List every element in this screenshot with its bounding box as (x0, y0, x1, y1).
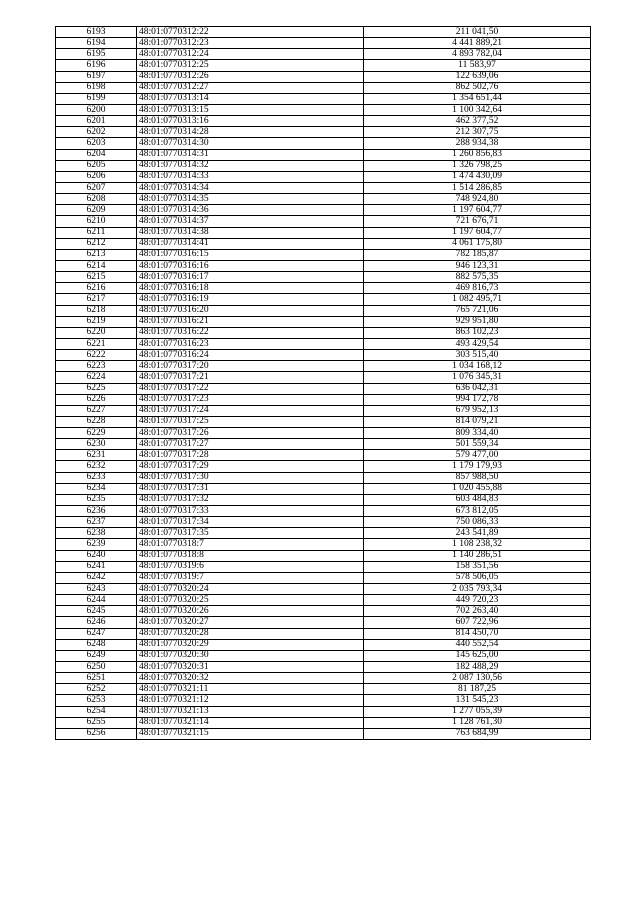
value-cell: 1 260 856,83 (364, 149, 591, 160)
cadastral-number-cell: 48:01:0770321:13 (137, 706, 364, 717)
table-row (56, 572, 591, 583)
value-cell: 863 102,23 (364, 327, 591, 338)
value-cell: 122 639,06 (364, 71, 591, 82)
row-number-cell: 6214 (56, 260, 137, 271)
row-number-cell: 6206 (56, 171, 137, 182)
table-row (56, 728, 591, 739)
value-cell: 1 326 798,25 (364, 160, 591, 171)
table-row (56, 428, 591, 439)
value-cell: 131 545,23 (364, 695, 591, 706)
table-row (56, 539, 591, 550)
cadastral-number-cell: 48:01:0770320:28 (137, 628, 364, 639)
table-row (56, 238, 591, 249)
cadastral-value-table (55, 26, 591, 740)
table-row (56, 606, 591, 617)
row-number-cell: 6230 (56, 439, 137, 450)
value-cell: 679 952,13 (364, 405, 591, 416)
cadastral-number-cell: 48:01:0770317:28 (137, 450, 364, 461)
value-cell: 748 924,80 (364, 194, 591, 205)
table-row (56, 327, 591, 338)
cadastral-number-cell: 48:01:0770316:23 (137, 338, 364, 349)
table-row (56, 205, 591, 216)
cadastral-number-cell: 48:01:0770320:30 (137, 650, 364, 661)
table-row (56, 383, 591, 394)
cadastral-number-cell: 48:01:0770320:24 (137, 584, 364, 595)
cadastral-number-cell: 48:01:0770314:34 (137, 182, 364, 193)
value-cell: 462 377,52 (364, 116, 591, 127)
table-row (56, 71, 591, 82)
cadastral-number-cell: 48:01:0770314:41 (137, 238, 364, 249)
table-row (56, 149, 591, 160)
table-row (56, 49, 591, 60)
value-cell: 882 575,35 (364, 272, 591, 283)
cadastral-number-cell: 48:01:0770313:16 (137, 116, 364, 127)
value-cell: 1 197 604,77 (364, 205, 591, 216)
cadastral-number-cell: 48:01:0770316:20 (137, 305, 364, 316)
row-number-cell: 6251 (56, 673, 137, 684)
value-cell: 1 179 179,93 (364, 461, 591, 472)
table-row (56, 595, 591, 606)
cadastral-number-cell: 48:01:0770314:35 (137, 194, 364, 205)
row-number-cell: 6216 (56, 283, 137, 294)
value-cell: 1 514 286,85 (364, 182, 591, 193)
value-cell: 636 042,31 (364, 383, 591, 394)
row-number-cell: 6244 (56, 595, 137, 606)
table-row (56, 182, 591, 193)
cadastral-number-cell: 48:01:0770317:23 (137, 394, 364, 405)
value-cell: 288 934,38 (364, 138, 591, 149)
row-number-cell: 6220 (56, 327, 137, 338)
table-row (56, 706, 591, 717)
row-number-cell: 6208 (56, 194, 137, 205)
cadastral-number-cell: 48:01:0770319:7 (137, 572, 364, 583)
cadastral-number-cell: 48:01:0770317:31 (137, 483, 364, 494)
value-cell: 603 484,83 (364, 494, 591, 505)
cadastral-number-cell: 48:01:0770312:23 (137, 38, 364, 49)
row-number-cell: 6213 (56, 249, 137, 260)
cadastral-number-cell: 48:01:0770319:6 (137, 561, 364, 572)
cadastral-number-cell: 48:01:0770313:15 (137, 104, 364, 115)
value-cell: 212 307,75 (364, 127, 591, 138)
row-number-cell: 6223 (56, 361, 137, 372)
table-row (56, 439, 591, 450)
row-number-cell: 6221 (56, 338, 137, 349)
cadastral-number-cell: 48:01:0770314:32 (137, 160, 364, 171)
value-cell: 1 082 495,71 (364, 294, 591, 305)
table-row (56, 617, 591, 628)
value-cell: 946 123,31 (364, 260, 591, 271)
table-row (56, 104, 591, 115)
value-cell: 763 684,99 (364, 728, 591, 739)
table-body (56, 27, 591, 740)
value-cell: 493 429,54 (364, 338, 591, 349)
value-cell: 1 034 168,12 (364, 361, 591, 372)
row-number-cell: 6241 (56, 561, 137, 572)
value-cell: 469 816,73 (364, 283, 591, 294)
table-row (56, 82, 591, 93)
row-number-cell: 6205 (56, 160, 137, 171)
table-row (56, 628, 591, 639)
row-number-cell: 6252 (56, 684, 137, 695)
table-row (56, 416, 591, 427)
row-number-cell: 6199 (56, 93, 137, 104)
row-number-cell: 6243 (56, 584, 137, 595)
table-row (56, 662, 591, 673)
table-row (56, 260, 591, 271)
cadastral-number-cell: 48:01:0770314:30 (137, 138, 364, 149)
table-row (56, 361, 591, 372)
cadastral-number-cell: 48:01:0770314:38 (137, 227, 364, 238)
cadastral-number-cell: 48:01:0770321:11 (137, 684, 364, 695)
value-cell: 1 100 342,64 (364, 104, 591, 115)
value-cell: 303 515,40 (364, 350, 591, 361)
row-number-cell: 6231 (56, 450, 137, 461)
table-row (56, 695, 591, 706)
value-cell: 1 108 238,32 (364, 539, 591, 550)
value-cell: 4 441 889,21 (364, 38, 591, 49)
row-number-cell: 6248 (56, 639, 137, 650)
value-cell: 814 079,21 (364, 416, 591, 427)
cadastral-number-cell: 48:01:0770312:24 (137, 49, 364, 60)
cadastral-number-cell: 48:01:0770320:25 (137, 595, 364, 606)
value-cell: 765 721,06 (364, 305, 591, 316)
table-row (56, 461, 591, 472)
table-row (56, 517, 591, 528)
table-row (56, 316, 591, 327)
value-cell: 857 988,50 (364, 472, 591, 483)
row-number-cell: 6198 (56, 82, 137, 93)
cadastral-number-cell: 48:01:0770314:31 (137, 149, 364, 160)
cadastral-number-cell: 48:01:0770316:22 (137, 327, 364, 338)
table-row (56, 38, 591, 49)
table-row (56, 93, 591, 104)
row-number-cell: 6239 (56, 539, 137, 550)
cadastral-number-cell: 48:01:0770321:14 (137, 717, 364, 728)
row-number-cell: 6202 (56, 127, 137, 138)
cadastral-number-cell: 48:01:0770317:21 (137, 372, 364, 383)
table-row (56, 394, 591, 405)
row-number-cell: 6240 (56, 550, 137, 561)
table-row (56, 528, 591, 539)
cadastral-number-cell: 48:01:0770317:25 (137, 416, 364, 427)
table-row (56, 138, 591, 149)
row-number-cell: 6237 (56, 517, 137, 528)
cadastral-number-cell: 48:01:0770314:33 (137, 171, 364, 182)
cadastral-number-cell: 48:01:0770317:35 (137, 528, 364, 539)
value-cell: 501 559,34 (364, 439, 591, 450)
value-cell: 211 041,50 (364, 27, 591, 38)
row-number-cell: 6203 (56, 138, 137, 149)
table-row (56, 216, 591, 227)
row-number-cell: 6227 (56, 405, 137, 416)
value-cell: 4 893 782,04 (364, 49, 591, 60)
cadastral-number-cell: 48:01:0770318:8 (137, 550, 364, 561)
value-cell: 182 488,29 (364, 662, 591, 673)
cadastral-number-cell: 48:01:0770317:22 (137, 383, 364, 394)
table-row (56, 227, 591, 238)
cadastral-number-cell: 48:01:0770316:16 (137, 260, 364, 271)
row-number-cell: 6215 (56, 272, 137, 283)
value-cell: 929 951,80 (364, 316, 591, 327)
cadastral-number-cell: 48:01:0770317:24 (137, 405, 364, 416)
row-number-cell: 6250 (56, 662, 137, 673)
row-number-cell: 6238 (56, 528, 137, 539)
row-number-cell: 6235 (56, 494, 137, 505)
row-number-cell: 6196 (56, 60, 137, 71)
value-cell: 862 502,76 (364, 82, 591, 93)
row-number-cell: 6201 (56, 116, 137, 127)
row-number-cell: 6236 (56, 506, 137, 517)
table-row (56, 272, 591, 283)
cadastral-number-cell: 48:01:0770316:24 (137, 350, 364, 361)
cadastral-number-cell: 48:01:0770316:18 (137, 283, 364, 294)
table-row (56, 116, 591, 127)
row-number-cell: 6207 (56, 182, 137, 193)
table-row (56, 506, 591, 517)
cadastral-number-cell: 48:01:0770320:27 (137, 617, 364, 628)
table-row (56, 650, 591, 661)
value-cell: 1 197 604,77 (364, 227, 591, 238)
row-number-cell: 6232 (56, 461, 137, 472)
value-cell: 994 172,78 (364, 394, 591, 405)
cadastral-number-cell: 48:01:0770312:25 (137, 60, 364, 71)
table-row (56, 127, 591, 138)
value-cell: 1 277 055,39 (364, 706, 591, 717)
row-number-cell: 6233 (56, 472, 137, 483)
cadastral-number-cell: 48:01:0770316:15 (137, 249, 364, 260)
value-cell: 1 354 651,44 (364, 93, 591, 104)
cadastral-number-cell: 48:01:0770314:37 (137, 216, 364, 227)
value-cell: 4 061 175,80 (364, 238, 591, 249)
cadastral-number-cell: 48:01:0770317:34 (137, 517, 364, 528)
value-cell: 449 720,23 (364, 595, 591, 606)
cadastral-number-cell: 48:01:0770316:17 (137, 272, 364, 283)
table-row (56, 338, 591, 349)
value-cell: 578 506,05 (364, 572, 591, 583)
table-row (56, 494, 591, 505)
row-number-cell: 6253 (56, 695, 137, 706)
table-row (56, 717, 591, 728)
table-row (56, 561, 591, 572)
value-cell: 809 334,40 (364, 428, 591, 439)
cadastral-number-cell: 48:01:0770320:26 (137, 606, 364, 617)
cadastral-number-cell: 48:01:0770320:32 (137, 673, 364, 684)
row-number-cell: 6200 (56, 104, 137, 115)
table-row (56, 550, 591, 561)
row-number-cell: 6254 (56, 706, 137, 717)
cadastral-number-cell: 48:01:0770314:36 (137, 205, 364, 216)
cadastral-number-cell: 48:01:0770317:27 (137, 439, 364, 450)
table-row (56, 194, 591, 205)
cadastral-number-cell: 48:01:0770314:28 (137, 127, 364, 138)
cadastral-number-cell: 48:01:0770318:7 (137, 539, 364, 550)
cadastral-number-cell: 48:01:0770317:32 (137, 494, 364, 505)
table-row (56, 372, 591, 383)
cadastral-number-cell: 48:01:0770317:26 (137, 428, 364, 439)
value-cell: 702 263,40 (364, 606, 591, 617)
value-cell: 721 676,71 (364, 216, 591, 227)
table-row (56, 249, 591, 260)
table-row (56, 584, 591, 595)
table-row (56, 405, 591, 416)
row-number-cell: 6211 (56, 227, 137, 238)
value-cell: 1 474 430,09 (364, 171, 591, 182)
value-cell: 11 583,97 (364, 60, 591, 71)
cadastral-number-cell: 48:01:0770313:14 (137, 93, 364, 104)
cadastral-number-cell: 48:01:0770321:12 (137, 695, 364, 706)
cadastral-number-cell: 48:01:0770317:20 (137, 361, 364, 372)
row-number-cell: 6193 (56, 27, 137, 38)
value-cell: 145 625,00 (364, 650, 591, 661)
table-row (56, 160, 591, 171)
row-number-cell: 6210 (56, 216, 137, 227)
table-row (56, 171, 591, 182)
value-cell: 782 185,87 (364, 249, 591, 260)
table-row (56, 350, 591, 361)
table-row (56, 60, 591, 71)
table-row (56, 294, 591, 305)
value-cell: 158 351,56 (364, 561, 591, 572)
row-number-cell: 6245 (56, 606, 137, 617)
table-row (56, 27, 591, 38)
row-number-cell: 6218 (56, 305, 137, 316)
value-cell: 1 140 286,51 (364, 550, 591, 561)
row-number-cell: 6222 (56, 350, 137, 361)
cadastral-number-cell: 48:01:0770317:33 (137, 506, 364, 517)
value-cell: 81 187,25 (364, 684, 591, 695)
row-number-cell: 6247 (56, 628, 137, 639)
row-number-cell: 6249 (56, 650, 137, 661)
value-cell: 579 477,00 (364, 450, 591, 461)
row-number-cell: 6246 (56, 617, 137, 628)
value-cell: 2 087 130,56 (364, 673, 591, 684)
value-cell: 2 035 793,34 (364, 584, 591, 595)
table-row (56, 305, 591, 316)
row-number-cell: 6242 (56, 572, 137, 583)
row-number-cell: 6217 (56, 294, 137, 305)
cadastral-number-cell: 48:01:0770320:29 (137, 639, 364, 650)
cadastral-number-cell: 48:01:0770317:29 (137, 461, 364, 472)
table-row (56, 472, 591, 483)
cadastral-number-cell: 48:01:0770312:27 (137, 82, 364, 93)
cadastral-number-cell: 48:01:0770317:30 (137, 472, 364, 483)
cadastral-number-cell: 48:01:0770312:22 (137, 27, 364, 38)
row-number-cell: 6228 (56, 416, 137, 427)
row-number-cell: 6197 (56, 71, 137, 82)
value-cell: 440 552,54 (364, 639, 591, 650)
row-number-cell: 6209 (56, 205, 137, 216)
cadastral-number-cell: 48:01:0770316:21 (137, 316, 364, 327)
cadastral-number-cell: 48:01:0770312:26 (137, 71, 364, 82)
table-row (56, 450, 591, 461)
value-cell: 1 076 345,31 (364, 372, 591, 383)
row-number-cell: 6219 (56, 316, 137, 327)
table-row (56, 673, 591, 684)
row-number-cell: 6234 (56, 483, 137, 494)
value-cell: 814 450,70 (364, 628, 591, 639)
row-number-cell: 6229 (56, 428, 137, 439)
row-number-cell: 6226 (56, 394, 137, 405)
table-row (56, 684, 591, 695)
value-cell: 1 020 455,88 (364, 483, 591, 494)
value-cell: 673 812,05 (364, 506, 591, 517)
cadastral-number-cell: 48:01:0770321:15 (137, 728, 364, 739)
row-number-cell: 6194 (56, 38, 137, 49)
row-number-cell: 6212 (56, 238, 137, 249)
row-number-cell: 6256 (56, 728, 137, 739)
value-cell: 1 128 761,30 (364, 717, 591, 728)
row-number-cell: 6204 (56, 149, 137, 160)
row-number-cell: 6195 (56, 49, 137, 60)
cadastral-number-cell: 48:01:0770320:31 (137, 662, 364, 673)
row-number-cell: 6225 (56, 383, 137, 394)
row-number-cell: 6255 (56, 717, 137, 728)
value-cell: 607 722,96 (364, 617, 591, 628)
value-cell: 750 086,33 (364, 517, 591, 528)
table-row (56, 483, 591, 494)
table-row (56, 639, 591, 650)
value-cell: 243 541,89 (364, 528, 591, 539)
row-number-cell: 6224 (56, 372, 137, 383)
table-row (56, 283, 591, 294)
cadastral-number-cell: 48:01:0770316:19 (137, 294, 364, 305)
